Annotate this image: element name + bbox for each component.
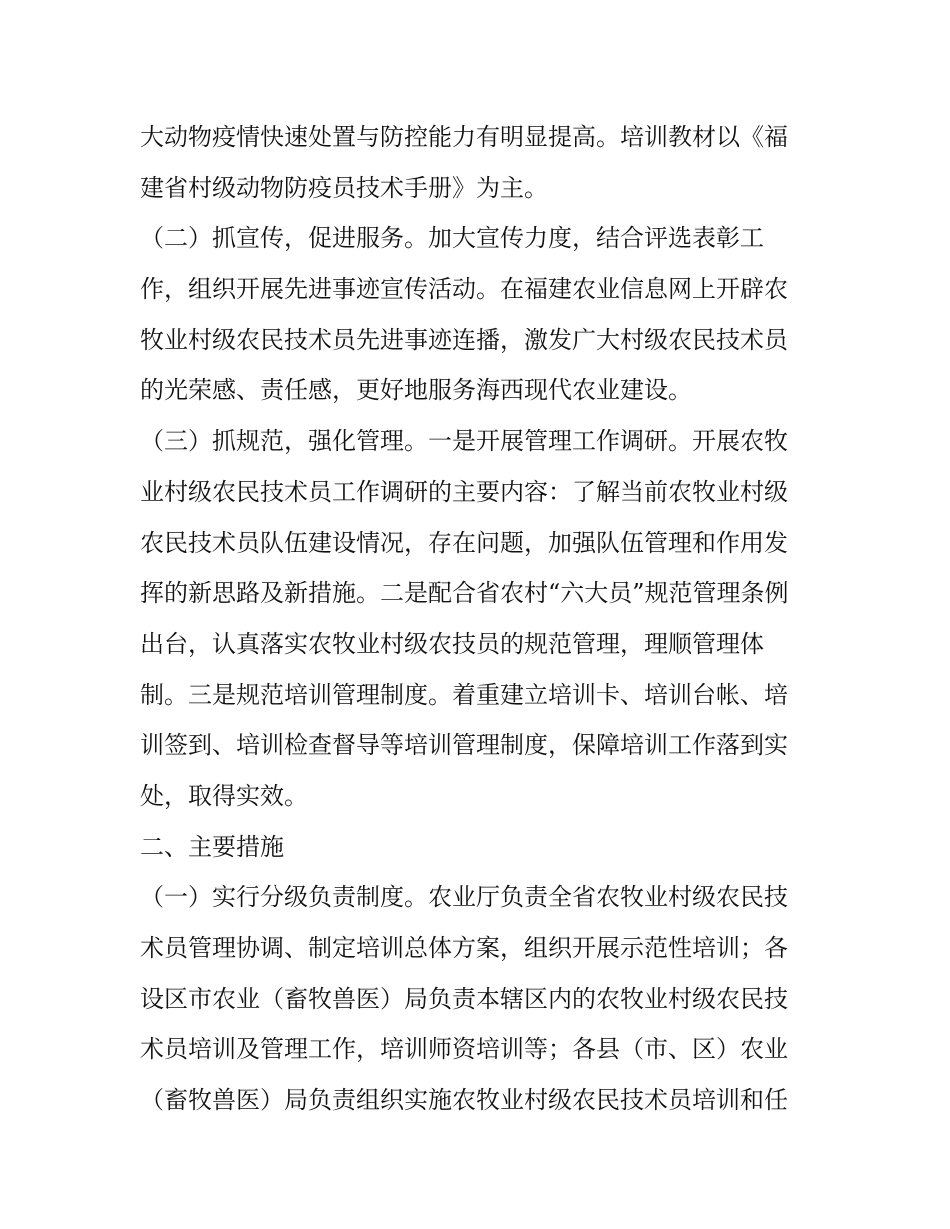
text-line: （二）抓宣传，促进服务。加大宣传力度，结合评选表彰工 <box>140 224 764 253</box>
text-line: 大动物疫情快速处置与防控能力有明显提高。培训教材以《福 <box>140 123 788 151</box>
text-line: 术员培训及管理工作，培训师资培训等；各县（市、区）农业 <box>140 1035 788 1064</box>
text-line: 设区市农业（畜牧兽医）局负责本辖区内的农牧业村级农民技 <box>140 984 788 1013</box>
text-line: 制。三是规范培训管理制度。着重建立培训卡、培训台帐、培 <box>140 680 788 709</box>
text-line: 业村级农民技术员工作调研的主要内容：了解当前农牧业村级 <box>140 477 788 506</box>
document-body <box>140 112 812 1126</box>
text-line: 农民技术员队伍建设情况，存在问题，加强队伍管理和作用发 <box>140 528 788 557</box>
text-line: 作，组织开展先进事迹宣传活动。在福建农业信息网上开辟农 <box>140 275 788 304</box>
text-line: （一）实行分级负责制度。农业厅负责全省农牧业村级农民技 <box>140 883 788 912</box>
text-line: 出台，认真落实农牧业村级农技员的规范管理，理顺管理体 <box>140 629 764 658</box>
text-line: 建省村级动物防疫员技术手册》为主。 <box>140 173 548 202</box>
text-line: 术员管理协调、制定培训总体方案，组织开展示范性培训；各 <box>140 934 788 962</box>
text-line: 牧业村级农民技术员先进事迹连播，激发广大村级农民技术员 <box>140 325 788 354</box>
text-line: 挥的新思路及新措施。二是配合省农村“六大员”规范管理条例 <box>140 579 789 608</box>
text-line: 的光荣感、责任感，更好地服务海西现代农业建设。 <box>140 376 692 405</box>
text-line: （三）抓规范，强化管理。一是开展管理工作调研。开展农牧 <box>140 427 788 456</box>
section-heading: 二、主要措施 <box>140 832 284 861</box>
text-line: （畜牧兽医）局负责组织实施农牧业村级农民技术员培训和任 <box>140 1086 788 1115</box>
text-line: 处，取得实效。 <box>140 781 308 810</box>
text-line: 训签到、培训检查督导等培训管理制度，保障培训工作落到实 <box>140 731 788 760</box>
